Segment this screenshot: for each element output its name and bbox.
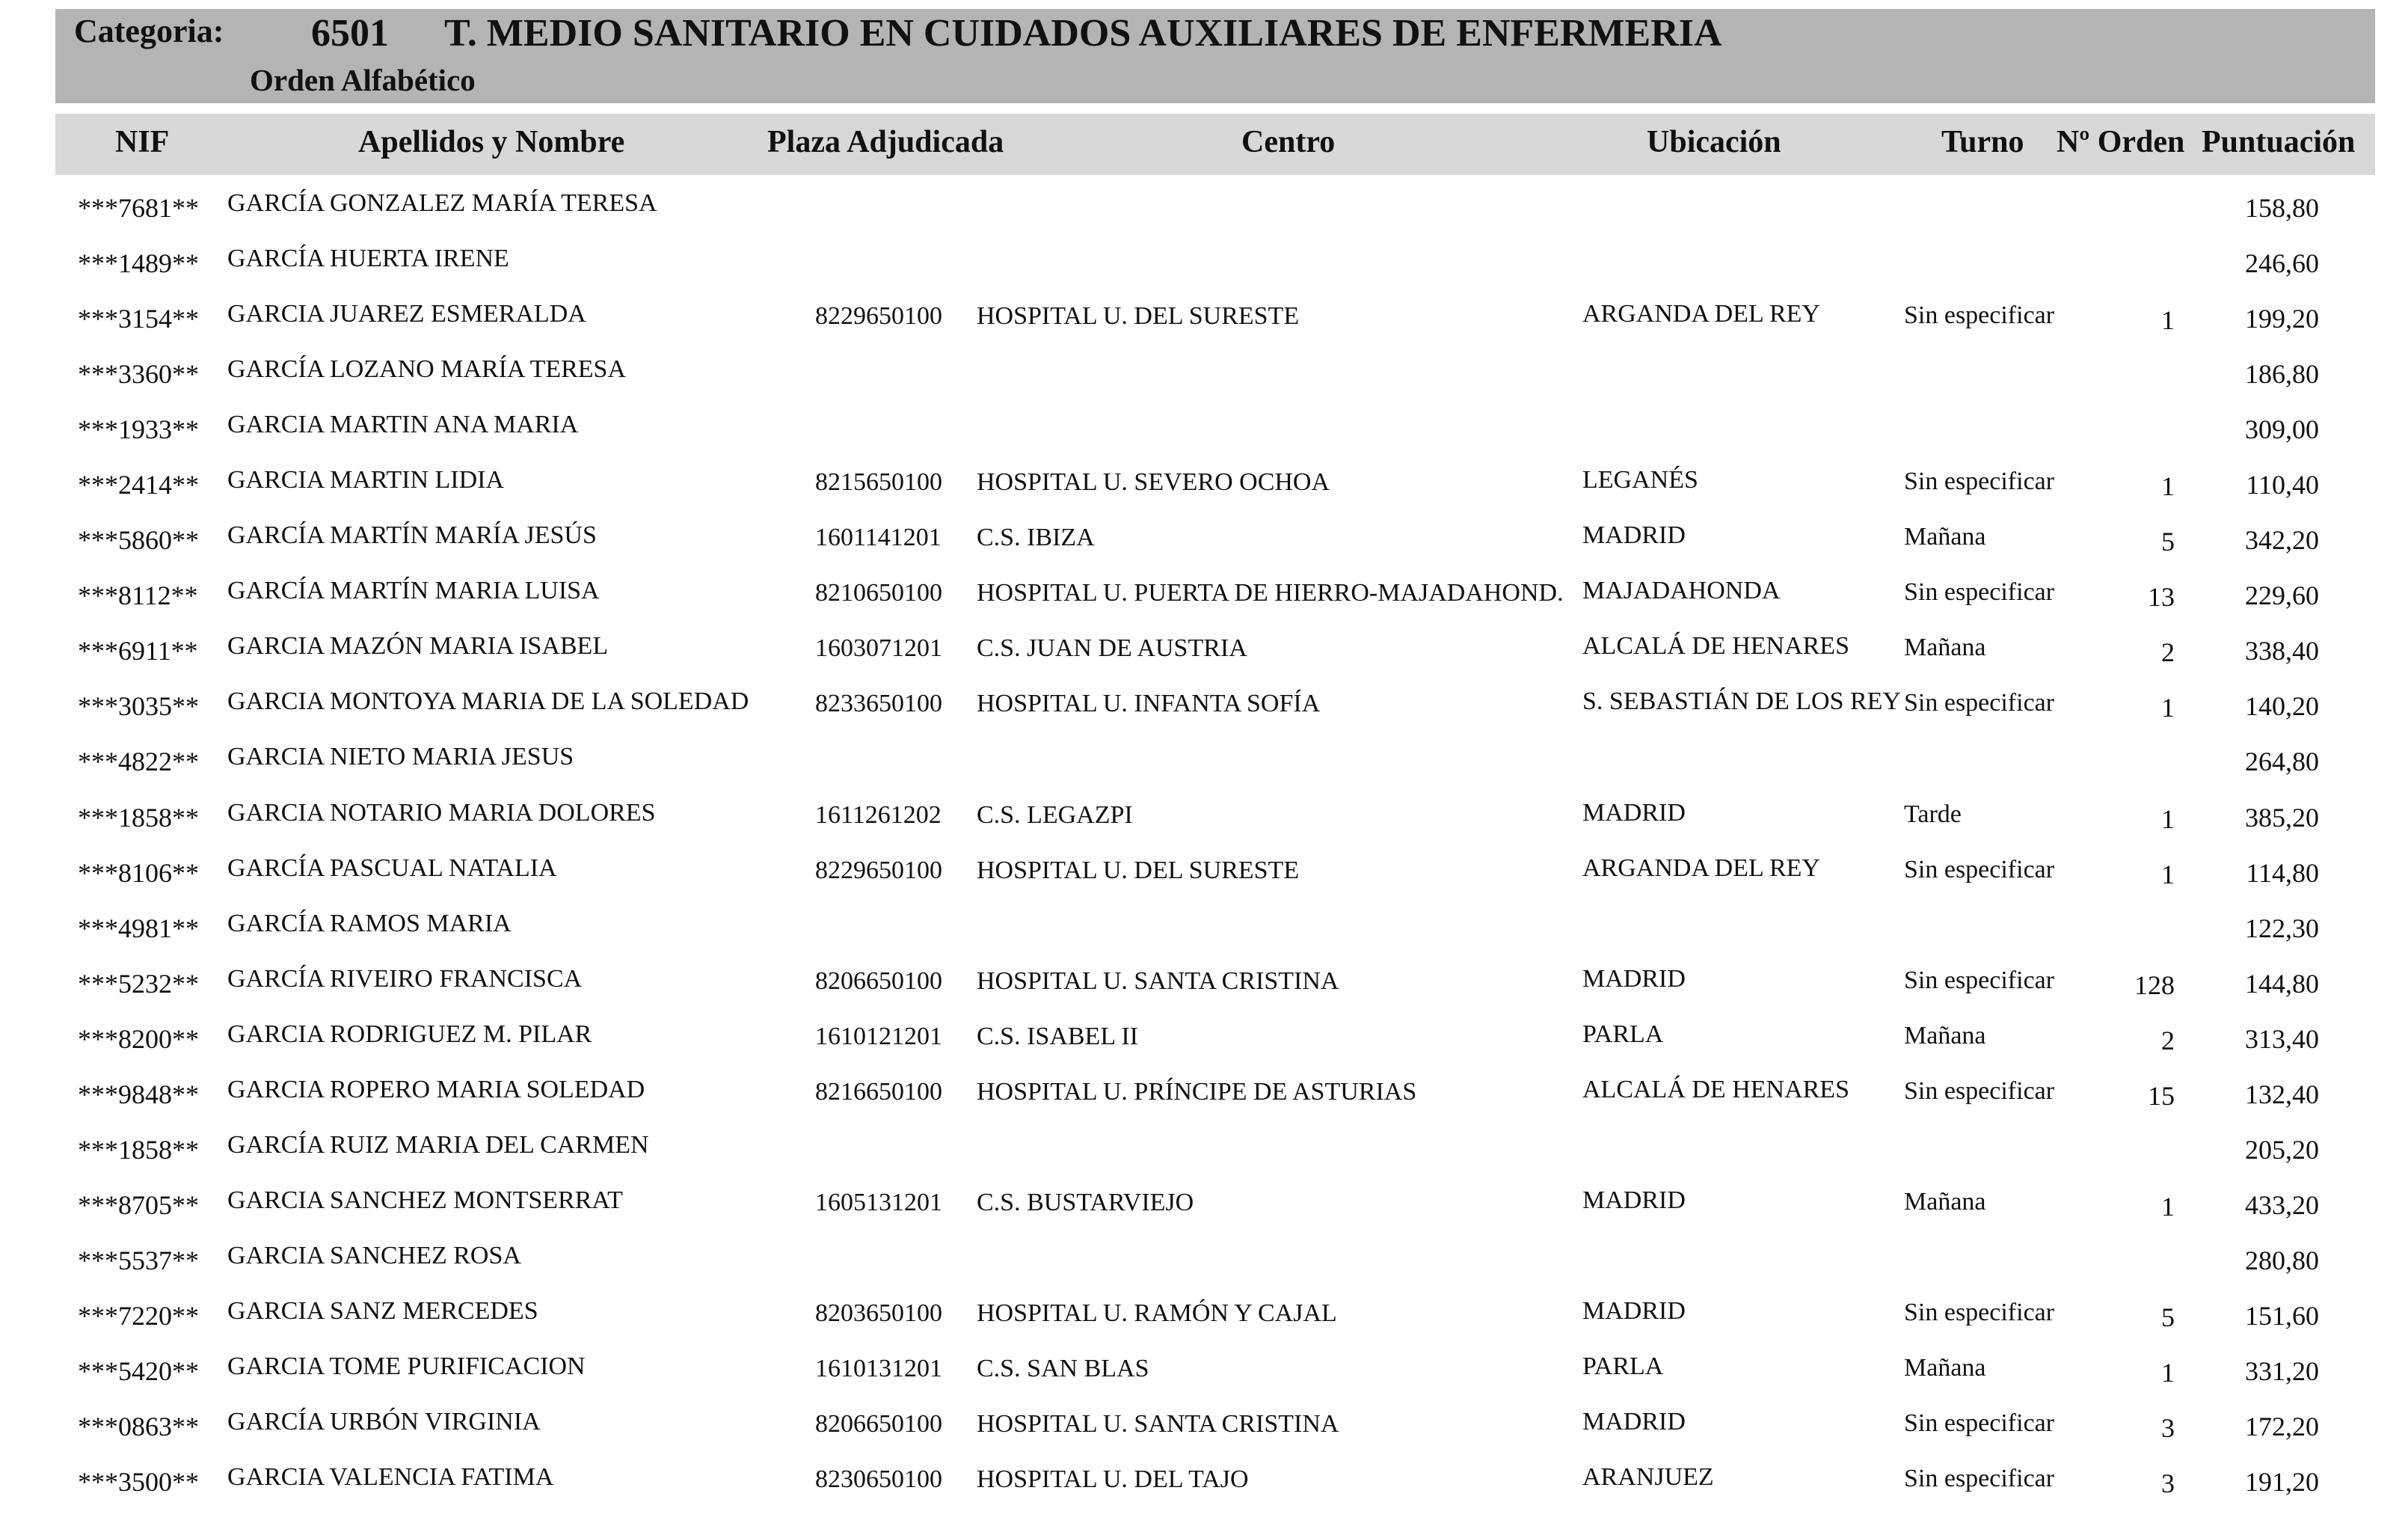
cell-turno: Sin especificar	[1904, 468, 2055, 496]
cell-nif: ***8112**	[78, 580, 198, 611]
cell-nif: ***1858**	[78, 1134, 199, 1165]
cell-plaza: 8216650100	[815, 1077, 942, 1106]
category-title: T. MEDIO SANITARIO EN CUIDADOS AUXILIARES DE ENFERMERIA	[444, 12, 1722, 55]
table-row	[0, 568, 2408, 623]
table-row	[0, 180, 2408, 236]
cell-puntuacion: 110,40	[2246, 470, 2319, 500]
cell-centro: C.S. LEGAZPI	[977, 800, 1133, 829]
column-header-orden: Nº Orden	[2057, 125, 2185, 159]
cell-name: GARCIA MONTOYA MARIA DE LA SOLEDAD	[227, 687, 749, 716]
cell-puntuacion: 186,80	[2245, 359, 2319, 390]
cell-turno: Tarde	[1904, 800, 1962, 828]
cell-turno: Mañana	[1904, 1353, 1986, 1382]
table-body	[0, 180, 2408, 1510]
column-header-ubicacion: Ubicación	[1647, 125, 1781, 159]
table-row	[0, 1177, 2408, 1233]
cell-ubicacion: ARGANDA DEL REY	[1582, 300, 1820, 328]
cell-turno: Sin especificar	[1904, 301, 2055, 330]
cell-orden: 1	[2161, 471, 2175, 502]
cell-turno: Sin especificar	[1904, 578, 2055, 607]
cell-orden: 1	[2161, 803, 2175, 834]
cell-ubicacion: MAJADAHONDA	[1582, 577, 1781, 605]
cell-puntuacion: 205,20	[2245, 1134, 2319, 1165]
cell-nif: ***5420**	[78, 1355, 199, 1386]
cell-name: GARCIA MAZÓN MARIA ISABEL	[227, 632, 609, 661]
cell-nif: ***3154**	[78, 304, 199, 334]
cell-centro: C.S. BUSTARVIEJO	[977, 1188, 1194, 1216]
cell-name: GARCÍA RUIZ MARIA DEL CARMEN	[227, 1130, 649, 1159]
cell-puntuacion: 264,80	[2245, 747, 2319, 777]
cell-name: GARCÍA URBÓN VIRGINIA	[227, 1408, 541, 1436]
cell-centro: HOSPITAL U. DEL TAJO	[977, 1465, 1249, 1494]
cell-puntuacion: 158,80	[2245, 193, 2319, 223]
cell-name: GARCIA MARTIN LIDIA	[227, 466, 505, 494]
table-row	[0, 512, 2408, 568]
cell-orden: 3	[2161, 1413, 2175, 1444]
table-row	[0, 845, 2408, 901]
cell-ubicacion: PARLA	[1582, 1352, 1664, 1380]
cell-centro: C.S. IBIZA	[977, 524, 1095, 552]
table-row	[0, 402, 2408, 457]
table-row	[0, 291, 2408, 346]
table-row	[0, 1122, 2408, 1177]
cell-turno: Mañana	[1904, 523, 1986, 551]
cell-name: GARCIA NOTARIO MARIA DOLORES	[227, 798, 656, 827]
cell-plaza: 8206650100	[815, 966, 942, 995]
table-row	[0, 1454, 2408, 1510]
table-row	[0, 1343, 2408, 1399]
cell-ubicacion: ALCALÁ DE HENARES	[1582, 632, 1849, 661]
cell-puntuacion: 122,30	[2245, 913, 2319, 943]
cell-turno: Mañana	[1904, 634, 1986, 662]
cell-name: GARCÍA RAMOS MARIA	[227, 909, 512, 937]
cell-puntuacion: 229,60	[2245, 580, 2319, 611]
cell-plaza: 8229650100	[815, 856, 942, 884]
cell-ubicacion: ALCALÁ DE HENARES	[1582, 1075, 1849, 1103]
cell-plaza: 8210650100	[815, 579, 942, 607]
cell-turno: Sin especificar	[1904, 1298, 2055, 1326]
cell-puntuacion: 246,60	[2245, 248, 2319, 279]
cell-ubicacion: MADRID	[1582, 964, 1686, 993]
cell-centro: HOSPITAL U. SANTA CRISTINA	[977, 1410, 1339, 1438]
cell-puntuacion: 309,00	[2245, 414, 2319, 445]
cell-name: GARCIA SANZ MERCEDES	[227, 1296, 538, 1325]
cell-turno: Sin especificar	[1904, 1465, 2055, 1493]
cell-name: GARCIA JUAREZ ESMERALDA	[227, 300, 586, 328]
cell-plaza: 8229650100	[815, 302, 942, 331]
cell-nif: ***3500**	[78, 1467, 199, 1498]
cell-puntuacion: 191,20	[2245, 1467, 2319, 1498]
cell-orden: 1	[2161, 1191, 2175, 1222]
column-header-turno: Turno	[1941, 125, 2024, 159]
cell-nif: ***8705**	[78, 1189, 199, 1220]
category-code: 6501	[311, 12, 389, 55]
cell-orden: 13	[2148, 582, 2175, 613]
table-row	[0, 457, 2408, 512]
cell-nif: ***4822**	[78, 747, 199, 777]
cell-nif: ***1489**	[78, 248, 199, 279]
cell-centro: HOSPITAL U. PRÍNCIPE DE ASTURIAS	[977, 1077, 1417, 1106]
cell-puntuacion: 280,80	[2245, 1245, 2319, 1275]
cell-nif: ***2414**	[78, 470, 199, 500]
cell-centro: HOSPITAL U. SANTA CRISTINA	[977, 966, 1339, 995]
cell-name: GARCIA MARTIN ANA MARIA	[227, 411, 579, 439]
cell-ubicacion: MADRID	[1582, 798, 1686, 827]
cell-turno: Sin especificar	[1904, 1409, 2055, 1438]
cell-name: GARCÍA MARTÍN MARIA LUISA	[227, 577, 600, 605]
cell-name: GARCÍA PASCUAL NATALIA	[227, 854, 557, 882]
cell-name: GARCIA RODRIGUEZ M. PILAR	[227, 1020, 592, 1048]
cell-orden: 1	[2161, 305, 2175, 336]
cell-puntuacion: 313,40	[2245, 1023, 2319, 1054]
cell-plaza: 8206650100	[815, 1410, 942, 1438]
table-row	[0, 1233, 2408, 1288]
cell-puntuacion: 199,20	[2245, 304, 2319, 334]
cell-puntuacion: 342,20	[2245, 525, 2319, 556]
table-row	[0, 623, 2408, 678]
column-header-plaza: Plaza Adjudicada	[767, 125, 1004, 159]
table-row	[0, 1067, 2408, 1122]
cell-name: GARCÍA RIVEIRO FRANCISCA	[227, 964, 583, 993]
cell-plaza: 1610131201	[815, 1354, 942, 1382]
table-row	[0, 346, 2408, 402]
cell-puntuacion: 114,80	[2246, 857, 2319, 888]
table-row	[0, 956, 2408, 1011]
cell-name: GARCIA SANCHEZ ROSA	[227, 1241, 521, 1269]
table-row	[0, 901, 2408, 956]
cell-turno: Sin especificar	[1904, 1076, 2055, 1105]
cell-plaza: 1601141201	[815, 524, 942, 552]
table-row	[0, 1399, 2408, 1454]
cell-centro: HOSPITAL U. SEVERO OCHOA	[977, 468, 1330, 497]
table-header	[55, 114, 2375, 175]
cell-turno: Mañana	[1904, 1187, 1986, 1216]
cell-ubicacion: PARLA	[1582, 1020, 1664, 1048]
table-row	[0, 1288, 2408, 1343]
cell-puntuacion: 140,20	[2245, 691, 2319, 722]
cell-nif: ***0863**	[78, 1412, 199, 1442]
cell-turno: Sin especificar	[1904, 689, 2055, 717]
cell-nif: ***9848**	[78, 1079, 199, 1109]
cell-orden: 3	[2161, 1468, 2175, 1499]
cell-plaza: 1610121201	[815, 1022, 942, 1050]
table-row	[0, 1011, 2408, 1067]
cell-orden: 1	[2161, 693, 2175, 723]
cell-puntuacion: 172,20	[2245, 1412, 2319, 1442]
cell-turno: Sin especificar	[1904, 855, 2055, 883]
cell-orden: 1	[2161, 859, 2175, 889]
cell-orden: 128	[2134, 969, 2175, 1000]
cell-turno: Mañana	[1904, 1021, 1986, 1050]
cell-nif: ***3360**	[78, 359, 199, 390]
cell-plaza: 8233650100	[815, 690, 942, 718]
cell-ubicacion: MADRID	[1582, 1296, 1686, 1325]
cell-name: GARCIA NIETO MARIA JESUS	[227, 743, 574, 771]
cell-nif: ***8200**	[78, 1023, 199, 1054]
column-header-centro: Centro	[1241, 125, 1336, 159]
column-header-nif: NIF	[115, 125, 170, 159]
cell-puntuacion: 338,40	[2245, 636, 2319, 667]
cell-nif: ***1933**	[78, 414, 199, 445]
cell-name: GARCIA VALENCIA FATIMA	[227, 1463, 554, 1492]
cell-nif: ***4981**	[78, 913, 199, 943]
cell-orden: 15	[2148, 1080, 2175, 1111]
cell-orden: 5	[2161, 1302, 2175, 1332]
table-row	[0, 236, 2408, 291]
cell-nif: ***1858**	[78, 802, 199, 833]
cell-nif: ***7681**	[78, 193, 199, 223]
order-label: Orden Alfabético	[250, 63, 476, 97]
cell-name: GARCÍA LOZANO MARÍA TERESA	[227, 355, 627, 384]
cell-nif: ***5860**	[78, 525, 199, 556]
cell-puntuacion: 151,60	[2245, 1300, 2319, 1331]
cell-centro: HOSPITAL U. PUERTA DE HIERRO-MAJADAHOND.	[977, 579, 1564, 607]
cell-puntuacion: 385,20	[2245, 802, 2319, 833]
cell-centro: C.S. ISABEL II	[977, 1022, 1138, 1050]
cell-name: GARCÍA MARTÍN MARÍA JESÚS	[227, 521, 597, 550]
category-banner	[55, 9, 2375, 103]
cell-name: GARCIA SANCHEZ MONTSERRAT	[227, 1186, 623, 1214]
cell-plaza: 8215650100	[815, 468, 942, 497]
cell-centro: HOSPITAL U. DEL SURESTE	[977, 302, 1300, 331]
cell-ubicacion: ARGANDA DEL REY	[1582, 854, 1820, 882]
cell-turno: Sin especificar	[1904, 966, 2055, 994]
cell-ubicacion: LEGANÉS	[1582, 466, 1698, 494]
cell-nif: ***5232**	[78, 968, 199, 999]
cell-nif: ***7220**	[78, 1300, 199, 1331]
cell-ubicacion: MADRID	[1582, 1186, 1686, 1214]
table-row	[0, 734, 2408, 789]
cell-puntuacion: 144,80	[2245, 968, 2319, 999]
column-header-name: Apellidos y Nombre	[358, 125, 625, 159]
cell-puntuacion: 331,20	[2245, 1355, 2319, 1386]
cell-ubicacion: MADRID	[1582, 1408, 1686, 1436]
cell-name: GARCIA TOME PURIFICACION	[227, 1352, 586, 1380]
cell-orden: 2	[2161, 1025, 2175, 1055]
cell-puntuacion: 433,20	[2245, 1189, 2319, 1220]
table-row	[0, 678, 2408, 734]
cell-nif: ***8106**	[78, 857, 199, 888]
cell-nif: ***3035**	[78, 691, 199, 722]
cell-orden: 2	[2161, 637, 2175, 668]
cell-orden: 5	[2161, 527, 2175, 557]
cell-plaza: 8230650100	[815, 1465, 942, 1494]
column-header-puntuacion: Puntuación	[2202, 125, 2356, 159]
cell-centro: HOSPITAL U. RAMÓN Y CAJAL	[977, 1299, 1337, 1327]
cell-name: GARCIA ROPERO MARIA SOLEDAD	[227, 1075, 645, 1103]
cell-centro: HOSPITAL U. DEL SURESTE	[977, 856, 1300, 884]
cell-plaza: 1605131201	[815, 1188, 942, 1216]
cell-ubicacion: ARANJUEZ	[1582, 1463, 1714, 1492]
cell-ubicacion: S. SEBASTIÁN DE LOS REY	[1582, 687, 1901, 716]
table-row	[0, 790, 2408, 845]
cell-centro: C.S. SAN BLAS	[977, 1354, 1149, 1382]
cell-centro: C.S. JUAN DE AUSTRIA	[977, 634, 1247, 663]
cell-nif: ***6911**	[78, 636, 198, 667]
cell-plaza: 1611261202	[815, 800, 942, 829]
cell-centro: HOSPITAL U. INFANTA SOFÍA	[977, 690, 1321, 718]
cell-name: GARCÍA HUERTA IRENE	[227, 245, 509, 273]
cell-ubicacion: MADRID	[1582, 521, 1686, 550]
cell-nif: ***5537**	[78, 1245, 199, 1275]
category-label: Categoria:	[74, 13, 224, 49]
cell-orden: 1	[2161, 1357, 2175, 1388]
cell-name: GARCÍA GONZALEZ MARÍA TERESA	[227, 189, 657, 217]
cell-puntuacion: 132,40	[2245, 1079, 2319, 1109]
cell-plaza: 8203650100	[815, 1299, 942, 1327]
cell-plaza: 1603071201	[815, 634, 942, 663]
